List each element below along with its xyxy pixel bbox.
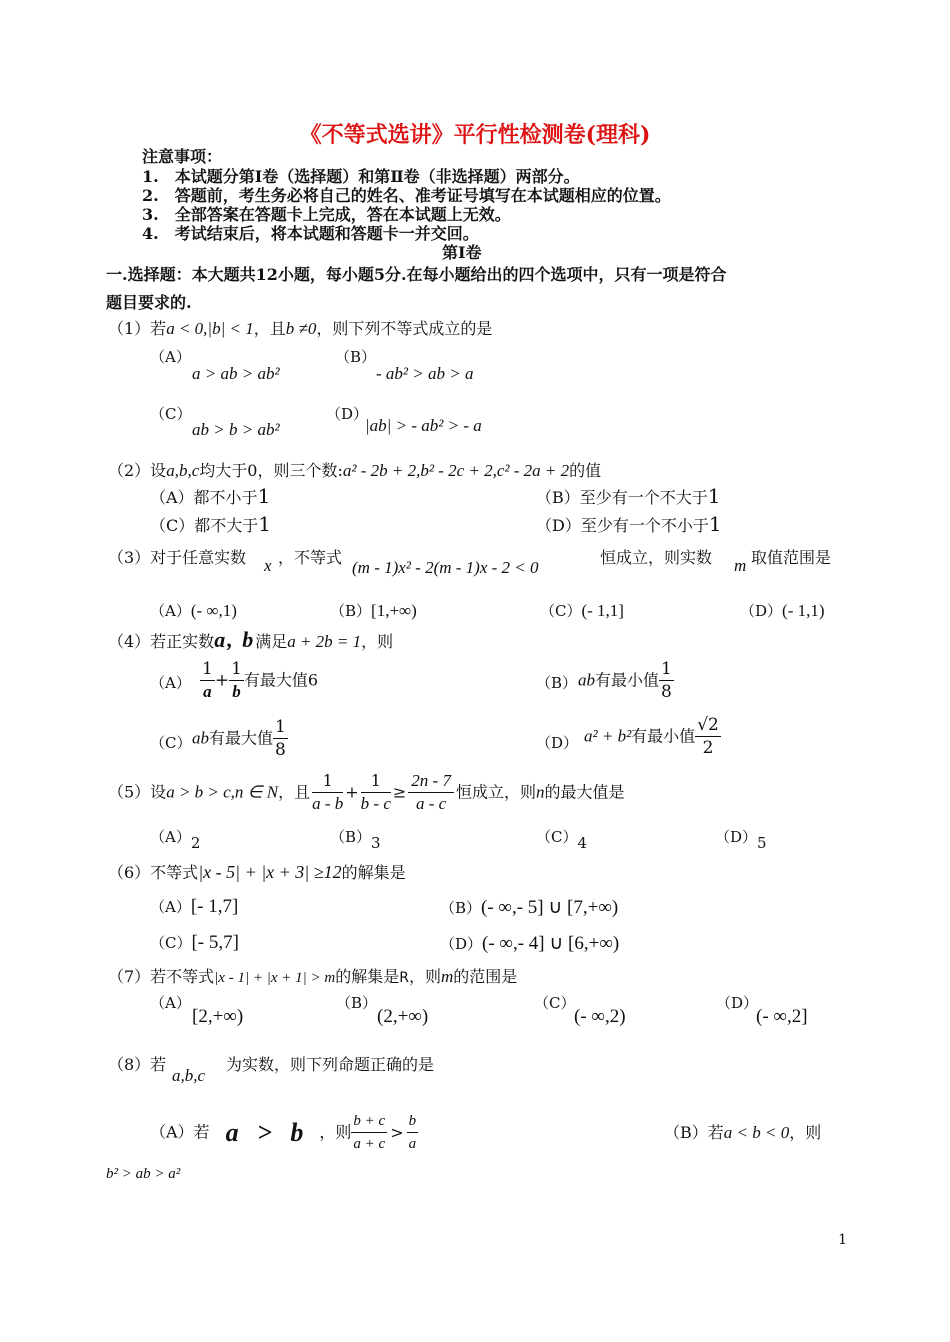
q7-set-r: R bbox=[399, 970, 409, 986]
q3-stem-mid: ，不等式 bbox=[278, 548, 343, 567]
q7-option-a: [2,+∞) bbox=[192, 1006, 244, 1027]
q6-option-d-label: （D） bbox=[440, 935, 483, 953]
q2-expressions: a² - 2b + 2,b² - 2c + 2,c² - 2a + 2 bbox=[342, 461, 570, 480]
section-intro-line2: 题目要求的. bbox=[106, 293, 192, 312]
q3-stem: （3）对于任意实数 bbox=[108, 548, 247, 567]
q6-option-c: [- 5,7] bbox=[191, 932, 239, 953]
q8-option-b-label: （B）若 bbox=[664, 1123, 724, 1142]
q5-option-b-label: （B） bbox=[330, 828, 372, 846]
q4-option-b-label: （B） bbox=[536, 674, 578, 692]
q6-option-c-label: （C） bbox=[150, 934, 192, 952]
q2-option-b-value: 1 bbox=[707, 484, 721, 508]
q5-stem-post: 的最大值是 bbox=[544, 782, 625, 802]
q4-stem-post: ，则 bbox=[361, 632, 394, 651]
q3-var-x: x bbox=[264, 556, 272, 575]
q2-vars: a,b,c bbox=[166, 461, 200, 480]
notice-item: 3. 全部答案在答题卡上完成，答在本试题上无效。 bbox=[142, 205, 511, 224]
q3-option-b: [1,+∞) bbox=[371, 601, 417, 620]
q8-a-frac1-den: a + c bbox=[353, 1136, 386, 1152]
q8-option-a-condition: a > b bbox=[225, 1117, 310, 1147]
q7-stem: （7）若不等式 bbox=[108, 967, 215, 986]
q3-option-d-label: （D） bbox=[740, 602, 783, 620]
q2-stem: （2）设 bbox=[108, 461, 167, 480]
q4-option-d-label: （D） bbox=[536, 734, 579, 752]
page-number: 1 bbox=[838, 1232, 847, 1248]
q7-stem-mid2: ，则 bbox=[408, 967, 441, 986]
q2-option-c: （C）都不大于 bbox=[150, 516, 259, 535]
document-title: 《不等式选讲》平行性检测卷(理科) bbox=[299, 122, 651, 148]
q8-option-b-result: b² > ab > a² bbox=[106, 1166, 181, 1182]
q8-option-b-then: ，则 bbox=[789, 1123, 822, 1142]
q5-plus: + bbox=[345, 782, 359, 802]
q5-condition: a > b > c,n ∈ N bbox=[166, 782, 279, 802]
notice-item: 2. 答题前，考生务必将自己的姓名、准考证号填写在本试题相应的位置。 bbox=[142, 186, 671, 205]
q7-option-d: (- ∞,2] bbox=[756, 1006, 808, 1027]
notice-item: 4. 考试结束后，将本试题和答题卡一并交回。 bbox=[142, 224, 479, 243]
q8-option-a-label: （A）若 bbox=[150, 1122, 210, 1142]
q4-d-frac-num: √2 bbox=[697, 715, 719, 735]
notice-heading: 注意事项： bbox=[142, 147, 223, 166]
q7-inequality: |x - 1| + |x + 1| > m bbox=[214, 970, 336, 986]
q4-d-text: 有最小值 bbox=[631, 726, 696, 746]
q5-option-c-label: （C） bbox=[536, 828, 578, 846]
q6-option-b: (- ∞,- 5] ∪ [7,+∞) bbox=[481, 897, 619, 918]
q4-b-text: 有最小值 bbox=[595, 670, 660, 690]
q2-option-b: （B）至少有一个不大于 bbox=[536, 488, 708, 507]
q2-option-a-value: 1 bbox=[257, 484, 271, 508]
q7-option-c-label: （C） bbox=[534, 994, 576, 1012]
q4-stem-mid: 满足 bbox=[255, 632, 288, 651]
q6-stem-post: 的解集是 bbox=[341, 863, 406, 882]
q5-geq: ≥ bbox=[392, 782, 407, 802]
q3-option-b-label: （B） bbox=[330, 602, 372, 620]
q5-stem-mid: ，且 bbox=[278, 782, 311, 802]
q1-condition-2: b ≠0 bbox=[285, 319, 317, 338]
q3-option-a: (- ∞,1) bbox=[190, 601, 237, 620]
q8-a-frac2-den: a bbox=[408, 1136, 417, 1152]
q5-option-a: 2 bbox=[190, 834, 201, 852]
q7-option-a-label: （A） bbox=[150, 994, 191, 1012]
q1-condition: a < 0,|b| < 1 bbox=[166, 319, 254, 338]
q7-option-c: (- ∞,2) bbox=[574, 1006, 626, 1027]
q7-var-m: m bbox=[440, 967, 454, 986]
q4-c-frac-den: 8 bbox=[275, 740, 286, 760]
q6-option-b-label: （B） bbox=[440, 899, 482, 917]
q5-stem: （5）设 bbox=[108, 782, 167, 802]
q1-option-a: a > ab > ab² bbox=[192, 364, 280, 383]
q8-a-gt: > bbox=[390, 1122, 404, 1142]
q4-b-frac-den: 8 bbox=[661, 682, 672, 702]
q1-option-c: ab > b > ab² bbox=[192, 420, 280, 439]
q4-a-frac1-den: a bbox=[203, 682, 212, 701]
q5-frac3-num: 2n - 7 bbox=[408, 770, 454, 793]
volume-heading: 第Ⅰ卷 bbox=[442, 243, 482, 262]
q4-d-frac-den: 2 bbox=[702, 738, 714, 758]
q3-option-c: (- 1,1] bbox=[581, 601, 624, 620]
q1-stem-post: ，则下列不等式成立的是 bbox=[316, 319, 493, 338]
q2-zero: 0 bbox=[247, 461, 258, 480]
notice-item: 1. 本试题分第Ⅰ卷（选择题）和第Ⅱ卷（非选择题）两部分。 bbox=[142, 167, 580, 186]
q4-option-a-label: （A） bbox=[150, 674, 191, 692]
q4-b-expr: ab bbox=[578, 670, 595, 690]
q5-frac2-den: b - c bbox=[360, 794, 391, 813]
q5-var-n: n bbox=[535, 782, 545, 802]
q4-stem: （4）若正实数 bbox=[108, 632, 215, 651]
q2-option-c-value: 1 bbox=[258, 512, 271, 536]
q7-option-d-label: （D） bbox=[716, 994, 759, 1012]
q4-vars: a, b bbox=[214, 627, 256, 652]
q7-stem-mid: 的解集是 bbox=[335, 967, 400, 986]
q3-option-d: (- 1,1) bbox=[782, 601, 825, 620]
q4-c-text: 有最大值 bbox=[209, 728, 274, 748]
q8-option-b-condition: a < b < 0 bbox=[723, 1123, 790, 1142]
q2-stem-mid: 均大于 bbox=[199, 461, 248, 480]
q2-stem-mid2: ，则三个数: bbox=[257, 461, 343, 480]
q2-option-d: （D）至少有一个不小于 bbox=[536, 516, 709, 535]
q6-inequality: |x - 5| + |x + 3| ≥12 bbox=[198, 862, 342, 882]
q4-a-frac2-den: b bbox=[232, 682, 241, 701]
q4-a-frac1-num: 1 bbox=[202, 659, 213, 679]
q2-option-d-value: 1 bbox=[708, 512, 722, 536]
q1-option-c-label: （C） bbox=[150, 405, 192, 423]
q6-option-a: [- 1,7] bbox=[190, 896, 239, 917]
q5-frac3-den: a - c bbox=[416, 794, 447, 813]
q4-a-frac2-num: 1 bbox=[231, 659, 242, 679]
q3-var-m: m bbox=[734, 556, 747, 575]
q7-option-b: (2,+∞) bbox=[377, 1006, 429, 1027]
q3-option-c-label: （C） bbox=[540, 602, 582, 620]
q1-option-d: |ab| > - ab² > - a bbox=[365, 416, 482, 435]
q8-stem-post: 为实数，则下列命题正确的是 bbox=[226, 1055, 435, 1074]
q3-stem-post: 取值范围是 bbox=[751, 548, 832, 567]
q3-inequality: (m - 1)x² - 2(m - 1)x - 2 < 0 bbox=[352, 558, 539, 577]
q1-option-b-label: （B） bbox=[335, 348, 377, 366]
q1-option-a-label: （A） bbox=[150, 348, 191, 366]
q1-option-d-label: （D） bbox=[326, 405, 369, 423]
section-intro-line1: 一.选择题：本大题共12小题，每小题5分.在每小题给出的四个选项中，只有一项是符合 bbox=[106, 265, 727, 284]
q8-vars: a,b,c bbox=[172, 1066, 206, 1085]
q4-c-expr: ab bbox=[192, 728, 209, 748]
q8-stem: （8）若 bbox=[108, 1055, 167, 1074]
q4-c-frac-num: 1 bbox=[275, 717, 286, 737]
q4-b-frac-num: 1 bbox=[661, 659, 672, 679]
q3-stem-mid2: 恒成立，则实数 bbox=[600, 548, 713, 567]
q5-option-c: 4 bbox=[577, 834, 588, 852]
q4-d-expr: a² + b² bbox=[584, 726, 632, 746]
q2-stem-post: 的值 bbox=[569, 461, 602, 480]
q7-option-b-label: （B） bbox=[336, 994, 378, 1012]
q8-a-frac2-num: b bbox=[407, 1110, 419, 1133]
q8-option-a-then: ，则 bbox=[319, 1122, 352, 1142]
q1-stem-mid: ，且 bbox=[253, 319, 286, 338]
q8-a-frac1-num: b + c bbox=[351, 1110, 387, 1133]
q6-option-a-label: （A） bbox=[150, 898, 191, 916]
q4-condition: a + 2b = 1 bbox=[287, 632, 362, 651]
q1-stem: （1）若 bbox=[108, 319, 167, 338]
q5-option-d: 5 bbox=[757, 834, 767, 852]
q3-option-a-label: （A） bbox=[150, 602, 191, 620]
q7-stem-post: 的范围是 bbox=[453, 967, 518, 986]
q5-frac2-num: 1 bbox=[361, 770, 391, 793]
q5-frac1-den: a - b bbox=[312, 794, 344, 813]
q5-stem-mid2: 恒成立，则 bbox=[455, 782, 536, 802]
q5-frac1-num: 1 bbox=[312, 770, 343, 793]
q6-option-d: (- ∞,- 4] ∪ [6,+∞) bbox=[482, 933, 620, 954]
q2-option-a: （A）都不小于 bbox=[150, 488, 258, 507]
q4-a-plus: + bbox=[214, 670, 230, 691]
q6-stem: （6）不等式 bbox=[108, 863, 199, 882]
q4-a-text: 有最大值6 bbox=[243, 670, 319, 690]
q5-option-a-label: （A） bbox=[150, 828, 191, 846]
q5-option-b: 3 bbox=[371, 834, 381, 852]
q1-option-b: - ab² > ab > a bbox=[376, 364, 474, 383]
q5-option-d-label: （D） bbox=[715, 828, 758, 846]
q4-option-c-label: （C） bbox=[150, 734, 192, 752]
